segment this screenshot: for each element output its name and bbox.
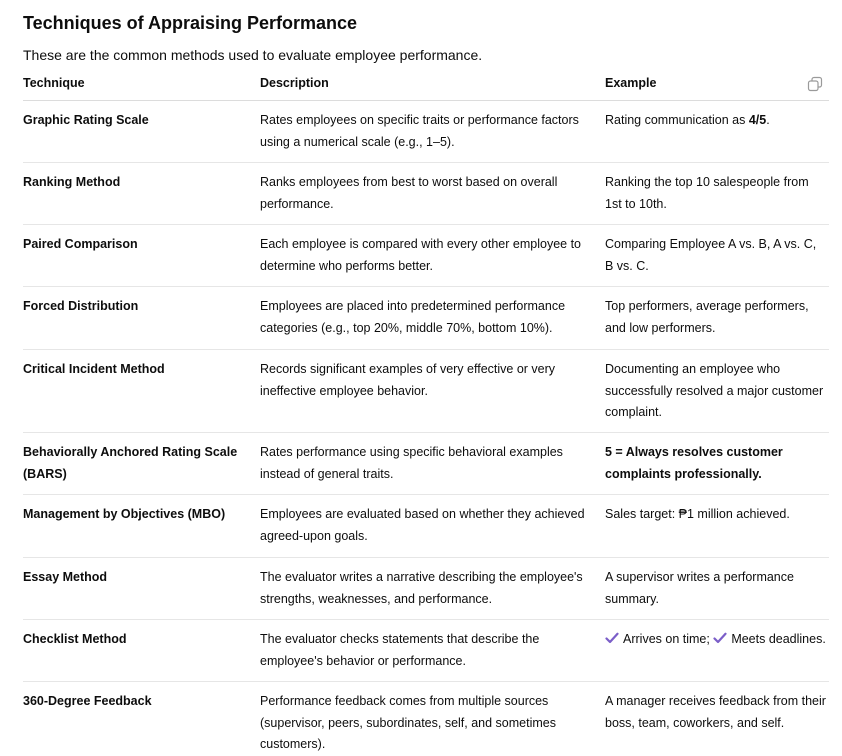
description-cell: Each employee is compared with every other employee to determine who performs better.	[260, 237, 581, 273]
table-row	[23, 101, 829, 163]
table-row	[23, 433, 829, 495]
description-cell: Rates employees on specific traits or performance factors using a numerical scale (e.g., 1–5).	[260, 113, 579, 149]
technique-cell: Paired Comparison	[23, 237, 138, 251]
technique-cell: Critical Incident Method	[23, 362, 165, 376]
example-cell: Sales target: ₱1 million achieved.	[605, 507, 790, 521]
description-cell: Ranks employees from best to worst based on overall performance.	[260, 175, 558, 211]
description-cell: Employees are placed into predetermined performance categories (e.g., top 20%, middle 70%, bottom 10%).	[260, 299, 566, 335]
header-description: Description	[260, 76, 329, 90]
technique-cell: Checklist Method	[23, 632, 127, 646]
table-row	[23, 558, 829, 620]
description-cell: The evaluator checks statements that describe the employee's behavior or performance.	[260, 632, 540, 668]
description-cell: Records significant examples of very effective or very ineffective employee behavior.	[260, 362, 556, 398]
header-technique: Technique	[23, 76, 85, 90]
check-icon	[713, 630, 727, 642]
example-cell: 5 = Always resolves customer complaints professionally.	[605, 445, 783, 481]
example-text: Arrives on time;	[623, 632, 714, 646]
techniques-table	[23, 72, 829, 756]
example-bold-text: 4/5	[748, 113, 767, 127]
example-cell	[605, 629, 829, 681]
table-row	[23, 682, 829, 756]
intro-text: These are the common methods used to evaluate employee performance.	[23, 47, 483, 63]
description-cell: Rates performance using specific behavioral examples instead of general traits.	[260, 445, 563, 481]
technique-cell: Ranking Method	[23, 175, 121, 189]
example-cell: Documenting an employee who successfully resolved a major customer complaint.	[605, 362, 824, 419]
technique-cell: Behaviorally Anchored Rating Scale (BARS)	[23, 445, 238, 481]
description-cell: The evaluator writes a narrative describing the employee's strengths, weaknesses, and performance.	[260, 570, 583, 606]
technique-cell: Essay Method	[23, 570, 108, 584]
example-cell	[605, 110, 829, 162]
example-cell: Top performers, average performers, and low performers.	[605, 299, 809, 335]
table-row	[23, 620, 829, 682]
example-text: Meets deadlines.	[731, 632, 826, 646]
example-cell: Ranking the top 10 salespeople from 1st to 10th.	[605, 175, 809, 211]
header-example: Example	[605, 76, 657, 90]
example-suffix: .	[766, 113, 770, 127]
technique-cell: 360-Degree Feedback	[23, 694, 152, 708]
example-cell: Comparing Employee A vs. B, A vs. C, B vs. C.	[605, 237, 817, 273]
technique-cell: Management by Objectives (MBO)	[23, 507, 226, 521]
description-cell: Performance feedback comes from multiple sources (supervisor, peers, subordinates, self, and sometimes customers).	[260, 694, 556, 751]
example-text: Rating communication as	[605, 113, 749, 127]
check-icon	[605, 630, 619, 642]
table-row	[23, 495, 829, 558]
table-row	[23, 225, 829, 287]
table-row	[23, 163, 829, 225]
technique-cell: Graphic Rating Scale	[23, 113, 149, 127]
table-row	[23, 350, 829, 433]
table-header	[23, 72, 829, 101]
example-cell: A supervisor writes a performance summary.	[605, 570, 794, 606]
example-cell: A manager receives feedback from their boss, team, coworkers, and self.	[605, 694, 826, 730]
description-cell: Employees are evaluated based on whether they achieved agreed-upon goals.	[260, 507, 585, 543]
page-title: Techniques of Appraising Performance	[23, 13, 358, 33]
table-row	[23, 287, 829, 350]
copy-icon[interactable]	[807, 76, 823, 92]
technique-cell: Forced Distribution	[23, 299, 139, 313]
